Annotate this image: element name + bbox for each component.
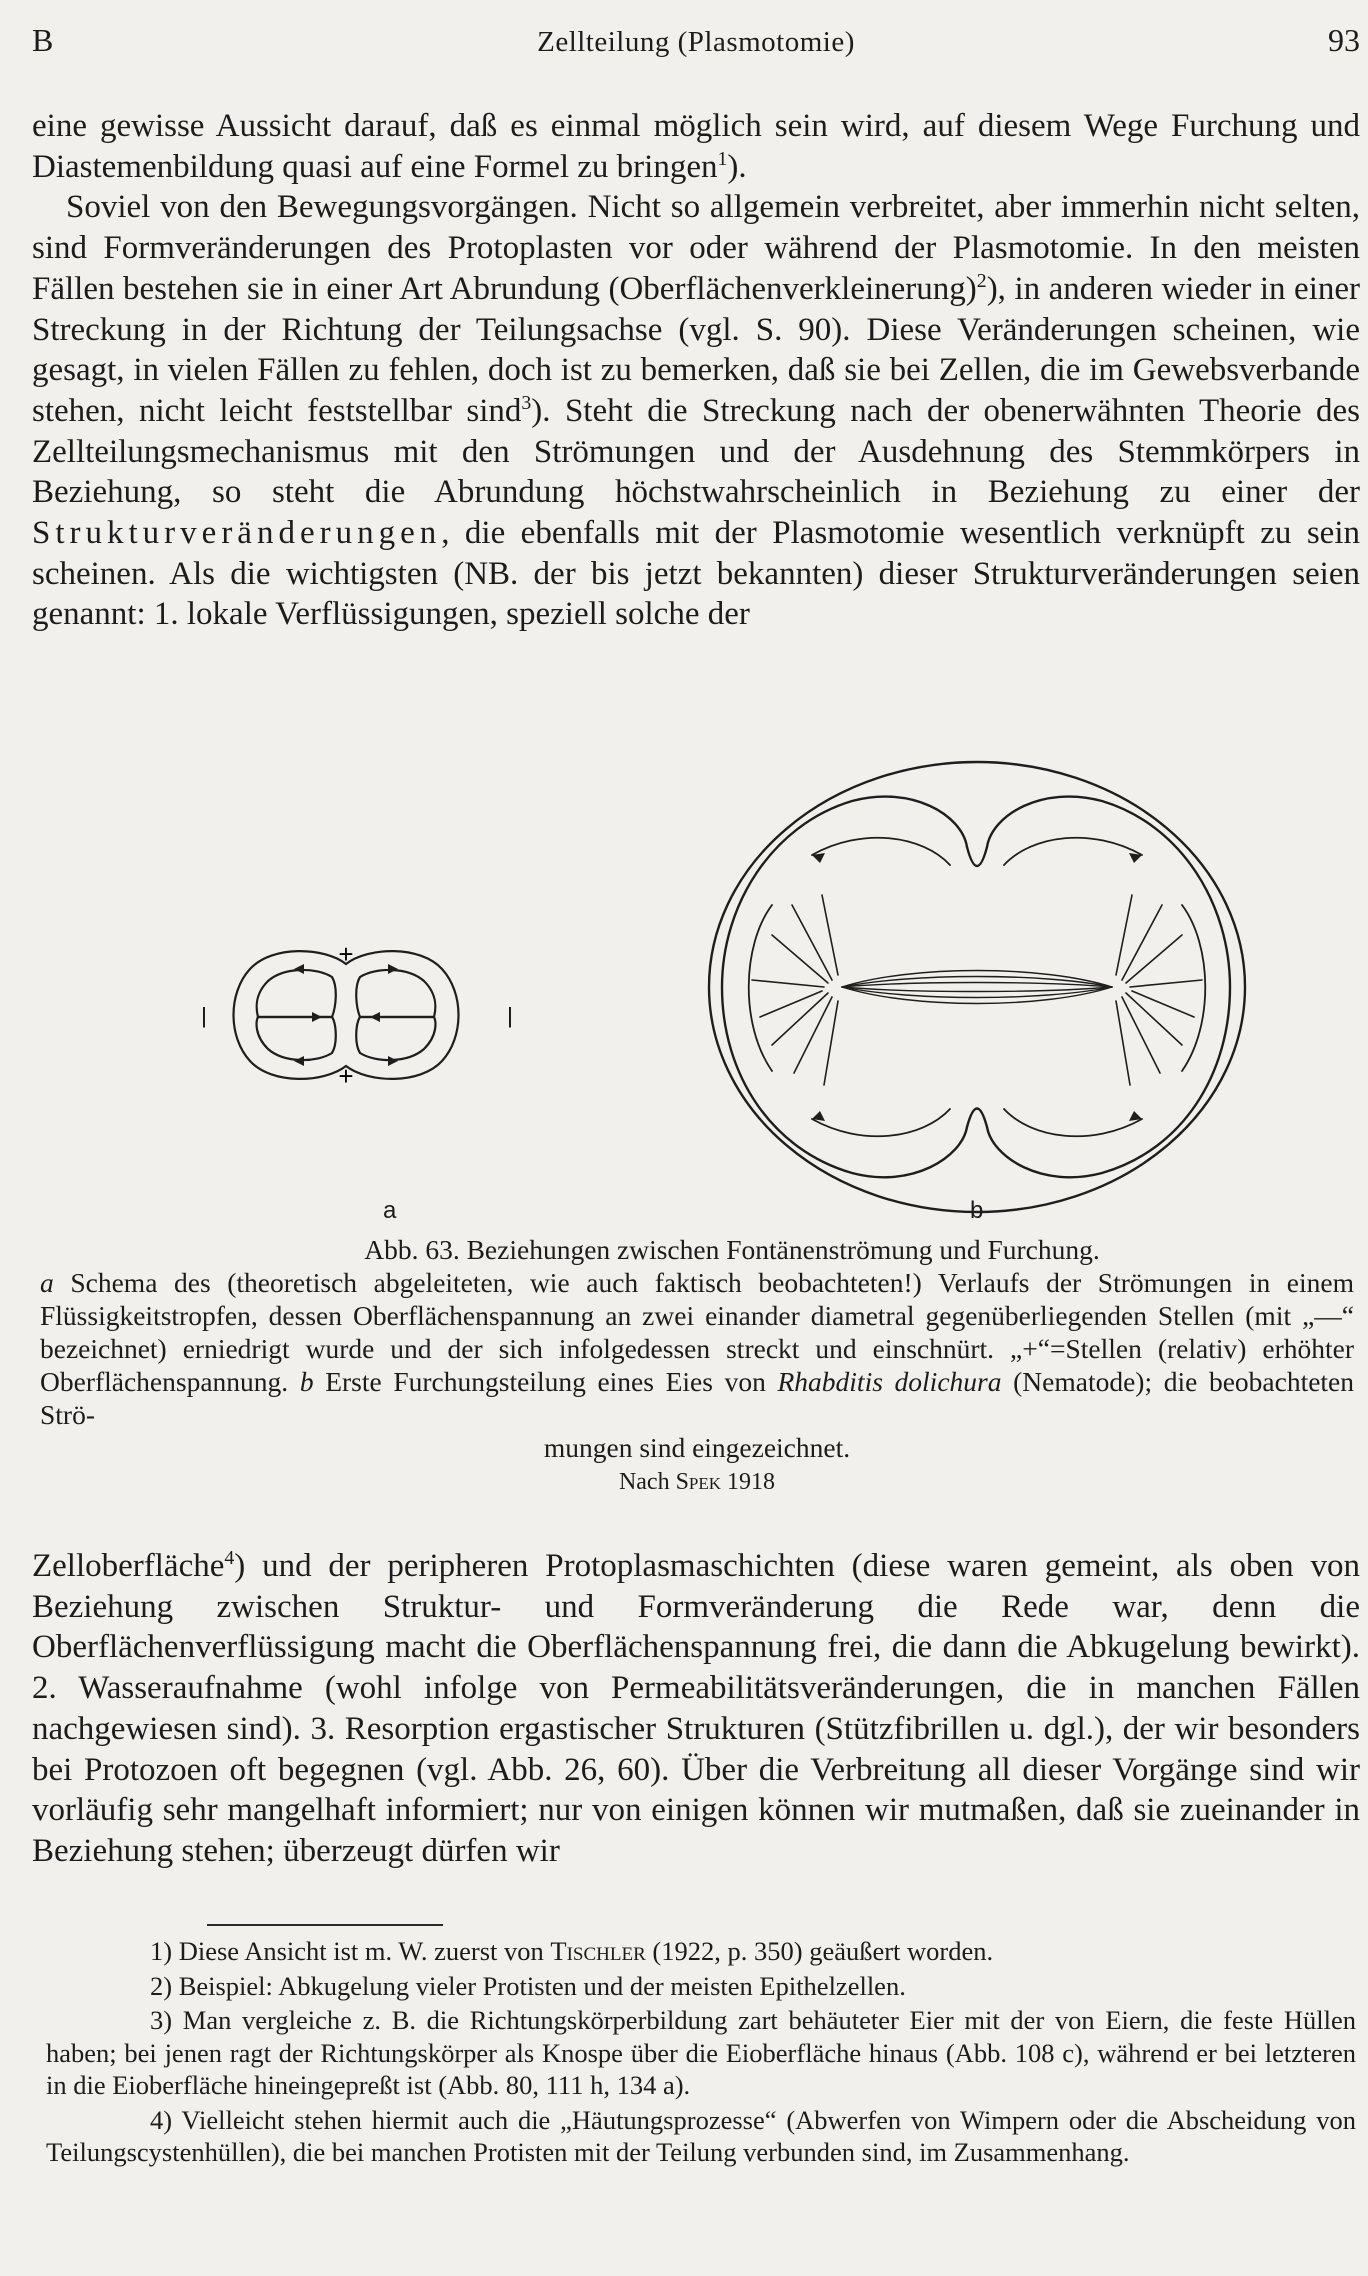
figure-caption: [40, 1233, 1354, 1499]
minus-sign-left: |: [201, 1003, 207, 1028]
paragraph-3: Zelloberfläche$^4$) und der peripheren Protoplasmaschichten (diese waren gemeint, als oben von Beziehung zwischen Struktur- und Formveränderung die Rede war, denn die Oberflächenverflüssigung macht die Oberflächenspannung frei, die dann die Abkugelung bewirkt). 2. Wasseraufnahme (wohl infolge von Permeabilitätsveränderungen, die in manchen Fällen nachgewiesen sind). 3. Resorption ergastischer Strukturen (Stützfibrillen u. dgl.), der wir besonders bei Protozoen oft begegnen (vgl. Abb. 26, 60). Über die Verbreitung all dieser Vorgänge sind wir vorläufig sehr mangelhaft informiert; nur von einigen können wir mutmaßen, daß sie zueinander in Beziehung stehen; überzeugt dürfen wir: [32, 1547, 1360, 1869]
aster-left: [752, 895, 838, 1085]
page-number: 93: [1328, 22, 1360, 58]
spaced-term: Strukturveränderungen: [32, 515, 442, 552]
arrow-head: [294, 1056, 304, 1066]
paragraph-1: eine gewisse Aussicht darauf, daß es einmal möglich sein wird, auf diesem Wege Furchung und Diastemenbildung quasi auf eine Formel zu bringen$^1$).: [32, 108, 1360, 185]
flow-loop-br: [356, 1017, 435, 1060]
footnote-ref-1: 1: [717, 147, 728, 170]
body-text-top: [32, 106, 1360, 635]
egg-shell-b: [709, 762, 1245, 1212]
page: [32, 0, 1360, 2276]
footnote-1: 1) Diese Ansicht ist m. W. zuerst von Tischler (1922, p. 350) geäußert worden.: [150, 1936, 994, 1966]
aster-right: [1116, 895, 1202, 1085]
flow-loop-tl: [257, 970, 336, 1017]
arrow-head: [388, 964, 398, 974]
species-name: Rhabditis dolichura: [777, 1366, 1002, 1397]
footnote-ref-3: 3: [521, 391, 532, 414]
plus-sign-bottom: +: [338, 1061, 354, 1091]
footnote-2: 2) Beispiel: Abkugelung vieler Protisten und der meisten Epithelzellen.: [150, 1970, 906, 2001]
figure-63: [32, 755, 1360, 1230]
signature-mark: B: [32, 22, 54, 58]
furrow-bottom: [967, 1109, 987, 1128]
figure-label-a: a: [383, 1197, 397, 1224]
diagram-b-arrows: [812, 853, 1142, 1121]
spindle: [842, 971, 1112, 1004]
flow-loop-tr: [356, 970, 435, 1017]
plus-sign-top: +: [338, 939, 354, 969]
diagram-b: [709, 762, 1245, 1212]
paragraph-2: Soviel von den Bewegungsvorgängen. Nicht so allgemein verbreitet, aber immerhin nicht selten, sind Formveränderungen des Protoplasten vor oder während der Plasmotomie. In den meisten Fällen bestehen sie in einer Art Abrundung (Oberflächenverkleinerung)$^2$), in anderen wieder in einer Streckung in der Richtung der Teilungsachse (vgl. S. 90). Diese Veränderungen scheinen, wie gesagt, in vielen Fällen zu fehlen, doch ist zu bemerken, daß sie bei Zellen, die im Gewebsverbande stehen, nicht leicht feststellbar sind$^3$). Steht die Streckung nach der obenerwähnten Theorie des Zellteilungsmechanismus mit den Strömungen und der Ausdehnung des Stemmkörpers in Beziehung, so steht die Abrundung höchstwahrscheinlich in Beziehung zu einer der Strukturveränderungen, die ebenfalls mit der Plasmotomie wesentlich verknüpft zu sein scheinen. Als die wichtigsten (NB. der bis jetzt bekannten) dieser Strukturveränderungen seien genannt: 1. lokale Verflüssigungen, speziell solche der: [32, 189, 1361, 633]
caption-title: Abb. 63. Beziehungen zwischen Fontänenströmung und Furchung.: [364, 1234, 1100, 1265]
diagram-a-arrows: [294, 964, 398, 1066]
figure-drawing: [32, 755, 1360, 1230]
arrow-head: [294, 964, 304, 974]
drop-outline-a: [234, 951, 459, 1079]
arrow-head: [370, 1012, 380, 1022]
minus-sign-right: |: [507, 1003, 513, 1028]
caption-text: a Schema des (theoretisch abgeleiteten, wie auch faktisch beobachteten!) Verlaufs der Strömungen in einem Flüssigkeitstropfen, dessen Oberflächenspannung an zwei einander diametral gegenüberliegenden Stellen (mit „—“ bezeichnet) erniedrigt wurde und der sich infolgedessen streckt und einschnürt. „+“=Stellen (relativ) erhöhter Oberflächenspannung. b Erste Furchungsteilung eines Eies von Rhabditis dolichura (Nematode); die beobachteten Strö-: [40, 1267, 1355, 1430]
page-header: [32, 22, 1360, 66]
arrow-head: [312, 1012, 322, 1022]
diagram-a: [234, 951, 459, 1079]
caption-source: Nach Spek 1918: [618, 1469, 776, 1495]
arrow-head: [388, 1056, 398, 1066]
figure-label-b: b: [970, 1197, 984, 1224]
footnote-ref-4: 4: [224, 1547, 235, 1569]
body-text-bottom: [32, 1546, 1360, 1872]
flow-loop-bl: [257, 1017, 336, 1060]
caption-last-line: mungen sind eingezeichnet.: [543, 1432, 851, 1463]
footnotes: [46, 1935, 1356, 2171]
footnote-4: 4) Vielleicht stehen hiermit auch die „Häutungsprozesse“ (Abwerfen von Wimpern oder die Abscheidung von Teilungscystenhüllen), die bei manchen Protisten mit der Teilung verbunden sind, im Zusammenhang.: [46, 2104, 1356, 2167]
furrow-top: [967, 847, 987, 866]
footnote-3: 3) Man vergleiche z. B. die Richtungskörperbildung zart behäuteter Eier mit der von Eiern, die feste Hüllen haben; bei jenen ragt der Richtungskörper als Knospe über die Eioberfläche hinaus (Abb. 108 c), während er bei letzteren in die Eioberfläche hineingepreßt ist (Abb. 80, 111 h, 134 a).: [46, 2005, 1356, 2100]
running-head: Zellteilung (Plasmotomie): [537, 26, 855, 58]
footnote-rule: [207, 1924, 443, 1926]
footnote-ref-2: 2: [976, 269, 987, 292]
